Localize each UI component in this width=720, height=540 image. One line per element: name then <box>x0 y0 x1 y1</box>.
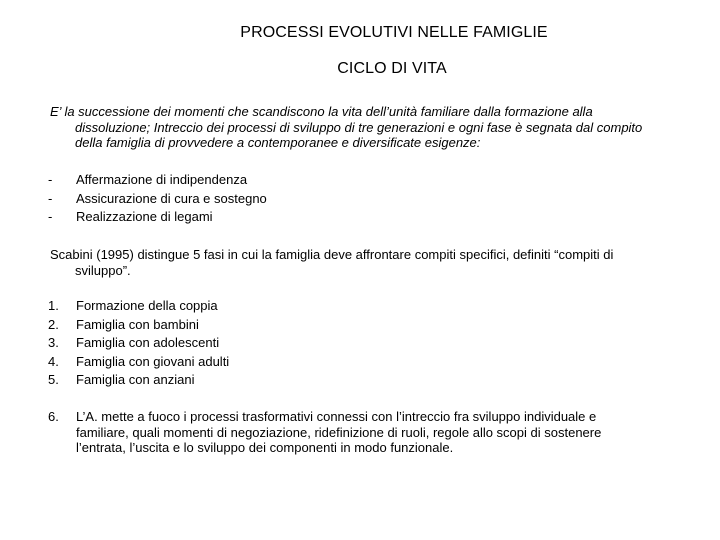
number-marker: 1. <box>48 298 59 313</box>
list-item-label: Famiglia con bambini <box>76 316 199 332</box>
list-item-label: Famiglia con giovani adulti <box>76 353 230 369</box>
number-marker: 4. <box>48 353 59 369</box>
item-6 <box>48 409 648 456</box>
slide-subtitle: CICLO DI VITA <box>337 60 447 77</box>
number-marker: 6. <box>48 409 59 424</box>
list-item <box>48 371 229 390</box>
list-item <box>48 190 267 209</box>
list-item <box>48 316 229 335</box>
dash-marker: - <box>48 172 53 187</box>
list-item-label: Affermazione di indipendenza <box>76 172 248 187</box>
list-item <box>48 171 267 190</box>
number-marker: 2. <box>48 316 59 332</box>
dash-marker: - <box>48 190 53 206</box>
number-marker: 3. <box>48 335 59 350</box>
number-marker: 5. <box>48 372 59 387</box>
dash-list <box>48 171 267 227</box>
phases-list <box>48 297 229 390</box>
item-6-text: L’A. mette a fuoco i processi trasformativi connessi con l’intreccio fra sviluppo individuale e familiare, quali momenti di negoziazione, ridefinizione di ruoli, regole allo scopi di sostenere l’entrata, l’uscita e lo sviluppo dei componenti in modo funzionale. <box>76 409 602 455</box>
list-item-label: Assicurazione di cura e sostegno <box>76 190 267 206</box>
scabini-paragraph <box>50 247 662 278</box>
slide-title: PROCESSI EVOLUTIVI NELLE FAMIGLIE <box>240 24 548 41</box>
list-item-label: Famiglia con adolescenti <box>76 335 220 350</box>
list-item <box>48 208 267 227</box>
scabini-line-1: Scabini (1995) distingue 5 fasi in cui la famiglia deve affrontare compiti specifici, definiti “compiti di <box>50 247 614 262</box>
intro-paragraph: E’ la successione dei momenti che scandiscono la vita dell’unità familiare dalla formazione alla dissoluzione; Intreccio dei processi di sviluppo di tre generazioni e ogni fase è segnata dal compito della famiglia di provvedere a contemporanee e diversificate esigenze: <box>50 104 643 150</box>
list-item <box>48 297 229 316</box>
list-item-label: Realizzazione di legami <box>76 209 213 224</box>
list-item <box>48 353 229 372</box>
list-item-label: Formazione della coppia <box>76 298 218 313</box>
scabini-line-2: sviluppo”. <box>75 262 131 278</box>
list-item <box>48 334 229 353</box>
dash-marker: - <box>48 209 53 224</box>
list-item-label: Famiglia con anziani <box>76 372 195 387</box>
